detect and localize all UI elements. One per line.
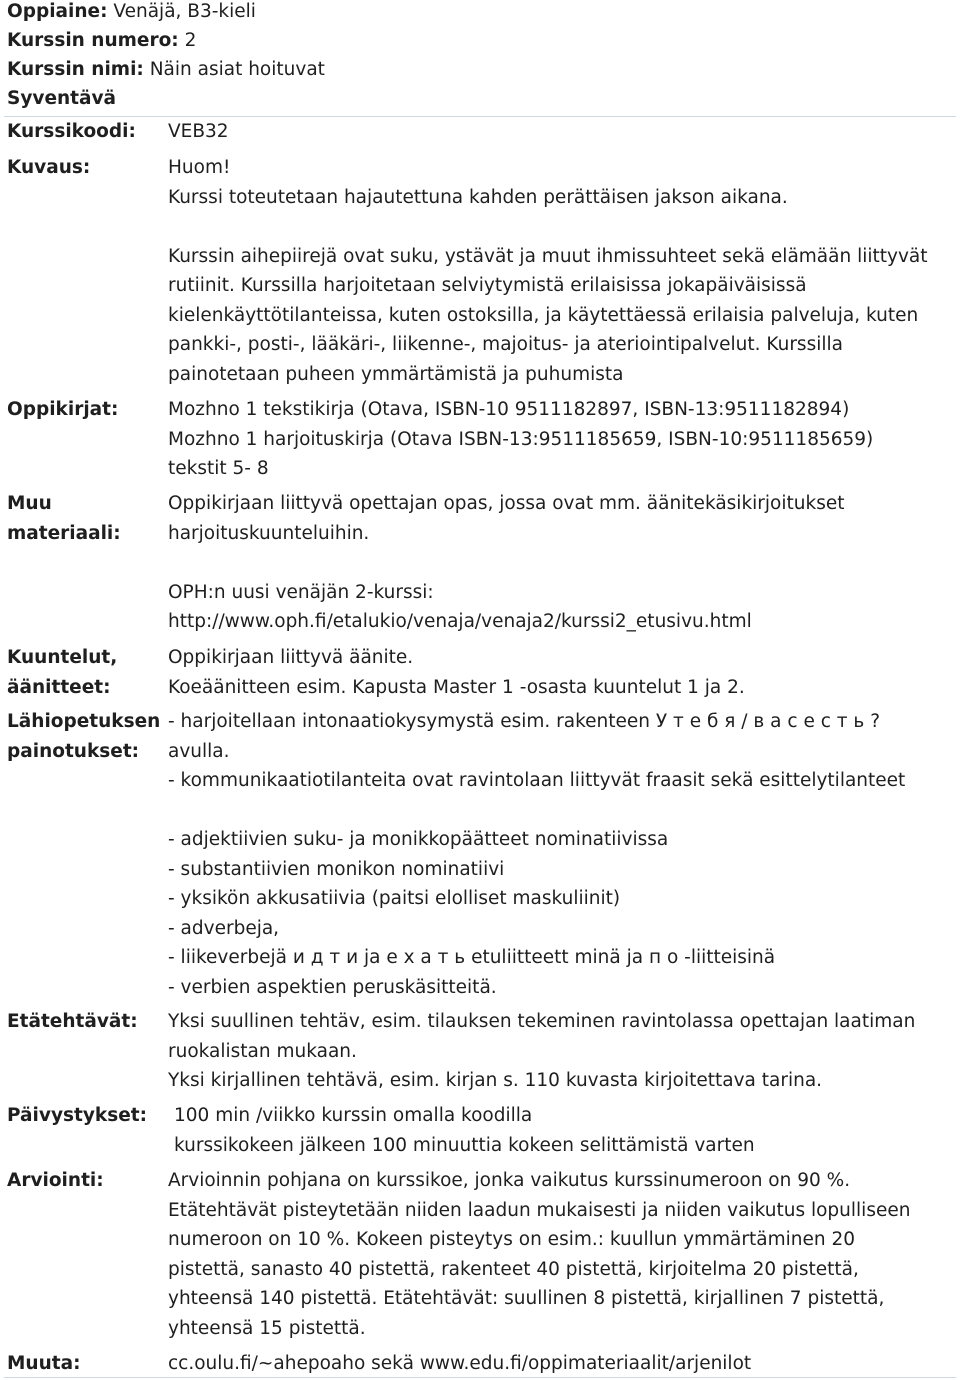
text-line: kielenkäyttötilanteissa, kuten ostoksilla, ja käytettäessä erilaisia palveluja, kuten	[168, 304, 919, 326]
text-line: - kommunikaatiotilanteita ovat ravintolaan liittyvät fraasit sekä esittelytilanteet	[168, 770, 906, 791]
muu-materiaali-label	[7, 489, 167, 548]
text-line: ruokalistan mukaan.	[168, 1040, 357, 1062]
course-name-value: Näin asiat hoituvat	[149, 59, 325, 80]
muuta-links[interactable]: cc.oulu.fi/~ahepoaho sekä www.edu.fi/oppimateriaalit/arjenilot	[168, 1353, 752, 1374]
muu-materiaali-text	[168, 489, 956, 637]
oppikirjat-text	[168, 395, 956, 484]
text-line: - substantiivien monikon nominatiivi	[168, 858, 505, 880]
text-line: Oppikirjaan liittyvä opettajan opas, jossa ovat mm. äänitekäsikirjoitukset	[168, 493, 845, 514]
text-line	[168, 548, 956, 578]
label-line: Lähiopetuksen	[7, 711, 161, 732]
oppikirjat-label: Oppikirjat:	[7, 399, 119, 420]
subject-label: Oppiaine:	[7, 1, 108, 22]
text-line: avulla.	[168, 740, 230, 762]
label-line: painotukset:	[7, 740, 140, 762]
kuvaus-label: Kuvaus:	[7, 157, 91, 178]
muuta-text	[168, 1349, 956, 1379]
etatehtavat-label: Etätehtävät:	[7, 1011, 138, 1032]
text-line: OPH:n uusi venäjän 2-kurssi:	[168, 581, 434, 603]
text-line: yhteensä 15 pistettä.	[168, 1317, 366, 1339]
kuuntelut-label	[7, 643, 167, 702]
arviointi-label: Arviointi:	[7, 1170, 104, 1191]
text-line: - liikeverbejä и д т и ja е х а т ь etuliitteett minä ja п о -liitteisinä	[168, 947, 776, 968]
label-line: äänitteet:	[7, 676, 111, 698]
text-line: Mozhno 1 harjoituskirja (Otava ISBN-13:9511185659, ISBN-10:9511185659)	[168, 428, 874, 450]
label-line: materiaali:	[7, 522, 121, 544]
lahiopetus-label	[7, 707, 167, 766]
text-line: Arvioinnin pohjana on kurssikoe, jonka vaikutus kurssinumeroon on 90 %.	[168, 1170, 851, 1191]
text-line: - harjoitellaan intonaatiokysymystä esim. rakenteen У т е б я / в а с е с т ь ?	[168, 711, 881, 732]
text-line: Yksi suullinen tehtäv, esim. tilauksen tekeminen ravintolassa opettajan laatiman	[168, 1011, 916, 1032]
subject-line	[7, 0, 256, 27]
text-line: Huom!	[168, 157, 231, 178]
paivystykset-text	[168, 1101, 956, 1160]
text-line: numeroon on 10 %. Kokeen pisteytys on esim.: kuullun ymmärtäminen 20	[168, 1229, 856, 1250]
text-line: - adjektiivien suku- ja monikkopäätteet nominatiivissa	[168, 829, 669, 850]
kuuntelut-text	[168, 643, 956, 702]
paivystykset-label: Päivystykset:	[7, 1105, 148, 1126]
text-line: - verbien aspektien peruskäsitteitä.	[168, 976, 497, 998]
text-line: Kurssi toteutetaan hajautettuna kahden perättäisen jakson aikana.	[168, 186, 788, 208]
text-line: painotetaan puheen ymmärtämistä ja puhumista	[168, 363, 624, 385]
text-line: 100 min /viikko kurssin omalla koodilla	[174, 1105, 533, 1126]
kurssikoodi-value	[168, 117, 956, 147]
text-line	[168, 796, 956, 826]
text-line: Mozhno 1 tekstikirja (Otava, ISBN-10 9511182897, ISBN-13:9511182894)	[168, 399, 850, 420]
text-line	[168, 212, 956, 242]
subject-value: Venäjä, B3-kieli	[113, 1, 256, 22]
text-line: pistettä, sanasto 40 pistettä, rakenteet 40 pistettä, kirjoitelma 20 pistettä,	[168, 1258, 859, 1280]
kuvaus-text	[168, 153, 956, 389]
text-line: Koeäänitteen esim. Kapusta Master 1 -osasta kuuntelut 1 ja 2.	[168, 676, 745, 698]
text-line: Oppikirjaan liittyvä äänite.	[168, 647, 414, 668]
course-number-line	[7, 26, 196, 56]
lahiopetus-text	[168, 707, 956, 1002]
oph-link[interactable]: http://www.oph.fi/etalukio/venaja/venaja2/kurssi2_etusivu.html	[168, 611, 752, 632]
label-line: Kuuntelut,	[7, 647, 118, 668]
text-line: Etätehtävät pisteytetään niiden laadun mukaisesti ja niiden vaikutus lopulliseen	[168, 1199, 911, 1221]
text-line: harjoituskuunteluihin.	[168, 522, 370, 544]
text-line: Yksi kirjallinen tehtävä, esim. kirjan s. 110 kuvasta kirjoitettava tarina.	[168, 1070, 823, 1091]
text-line: kurssikokeen jälkeen 100 minuuttia kokeen selittämistä varten	[174, 1134, 755, 1156]
text-line: tekstit 5- 8	[168, 458, 269, 479]
kurssikoodi-label: Kurssikoodi:	[7, 121, 136, 142]
course-name-line	[7, 55, 325, 85]
text-line: rutiinit. Kurssilla harjoitetaan selviytymistä erilaisissa jokapäiväisissä	[168, 275, 807, 296]
label-line: Muu	[7, 493, 52, 514]
course-number-value: 2	[184, 30, 197, 51]
course-number-label: Kurssin numero:	[7, 30, 179, 51]
kurssikoodi-text: VEB32	[168, 121, 229, 142]
text-line: yhteensä 140 pistettä. Etätehtävät: suullinen 8 pistettä, kirjallinen 7 pistettä,	[168, 1288, 885, 1309]
text-line: - yksikön akkusatiivia (paitsi elolliset maskuliinit)	[168, 888, 621, 909]
text-line: - adverbeja,	[168, 917, 280, 939]
text-line: pankki-, posti-, lääkäri-, liikenne-, majoitus- ja ateriointipalvelut. Kurssilla	[168, 334, 843, 355]
course-name-label: Kurssin nimi:	[7, 59, 144, 80]
course-type: Syventävä	[7, 88, 117, 109]
etatehtavat-text	[168, 1007, 956, 1096]
arviointi-text	[168, 1166, 956, 1343]
muuta-label: Muuta:	[7, 1353, 81, 1374]
text-line: Kurssin aihepiirejä ovat suku, ystävät ja muut ihmissuhteet sekä elämään liittyvät	[168, 245, 928, 267]
